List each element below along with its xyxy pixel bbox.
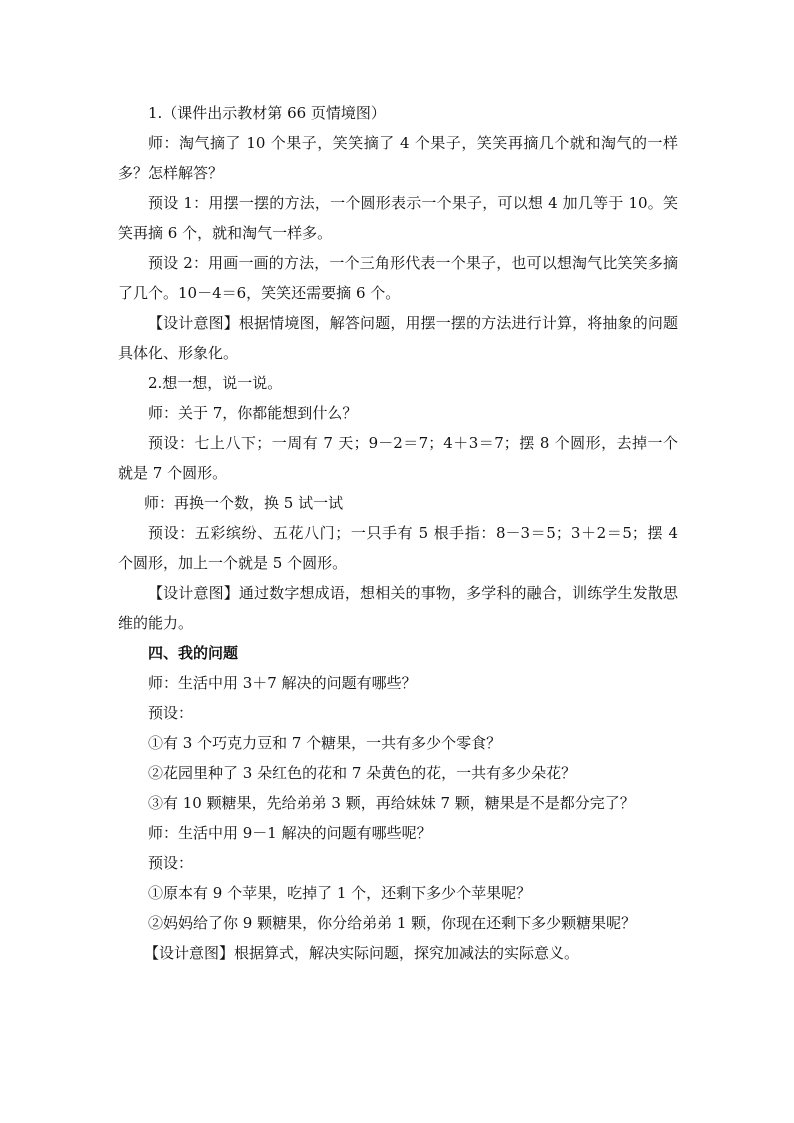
paragraph-design-intent-3: 【设计意图】根据算式，解决实际问题，探究加减法的实际意义。 bbox=[144, 944, 580, 962]
paragraph-think-and-say: 2.想一想，说一说。 bbox=[148, 374, 283, 392]
document-body bbox=[118, 98, 678, 968]
paragraph-teacher-question-9-minus-1: 师：生活中用 9－1 解决的问题有哪些呢？ bbox=[148, 824, 432, 842]
list-item-chocolate: ①有 3 个巧克力豆和 7 个糖果，一共有多少个零食？ bbox=[148, 734, 502, 752]
section-heading-my-questions: 四、我的问题 bbox=[148, 644, 239, 662]
list-item-candies: ③有 10 颗糖果，先给弟弟 3 颗，再给妹妹 7 颗，糖果是不是都分完了？ bbox=[148, 794, 635, 812]
paragraph-design-intent-1: 【设计意图】根据情境图，解答问题，用摆一摆的方法进行计算，将抽象的问题具体化、形象化。 bbox=[118, 314, 678, 362]
paragraph-preset-label-2: 预设： bbox=[148, 854, 194, 872]
paragraph-design-intent-2: 【设计意图】通过数字想成语，想相关的事物，多学科的融合，训练学生发散思维的能力。 bbox=[118, 584, 678, 632]
paragraph-teacher-try-five: 师：再换一个数，换 5 试一试 bbox=[144, 494, 344, 512]
paragraph-teacher-question-3-plus-7: 师：生活中用 3＋7 解决的问题有哪些？ bbox=[148, 674, 417, 692]
paragraph-courseware-intro: 1.（课件出示教材第 66 页情境图） bbox=[148, 104, 386, 122]
paragraph-teacher-question-seven: 师：关于 7，你都能想到什么？ bbox=[148, 404, 358, 422]
paragraph-preset-five: 预设：五彩缤纷、五花八门；一只手有 5 根手指：8－3＝5；3＋2＝5；摆 4 个圆形，加上一个就是 5 个圆形。 bbox=[118, 524, 678, 572]
paragraph-teacher-question-fruits: 师：淘气摘了 10 个果子，笑笑摘了 4 个果子，笑笑再摘几个就和淘气的一样多？怎样解答？ bbox=[118, 134, 678, 182]
paragraph-preset-1: 预设 1：用摆一摆的方法，一个圆形表示一个果子，可以想 4 加几等于 10。笑笑再摘 6 个，就和淘气一样多。 bbox=[118, 194, 678, 242]
list-item-apples: ①原本有 9 个苹果，吃掉了 1 个，还剩下多少个苹果呢？ bbox=[148, 884, 532, 902]
paragraph-preset-2: 预设 2：用画一画的方法，一个三角形代表一个果子，也可以想淘气比笑笑多摘了几个。10－4＝6，笑笑还需要摘 6 个。 bbox=[118, 254, 678, 302]
paragraph-preset-label-1: 预设： bbox=[148, 704, 194, 722]
list-item-flowers: ②花园里种了 3 朵红色的花和 7 朵黄色的花，一共有多少朵花？ bbox=[148, 764, 577, 782]
paragraph-preset-seven: 预设：七上八下；一周有 7 天；9－2＝7；4＋3＝7；摆 8 个圆形，去掉一个就是 7 个圆形。 bbox=[118, 434, 678, 482]
list-item-mom-candies: ②妈妈给了你 9 颗糖果，你分给弟弟 1 颗，你现在还剩下多少颗糖果呢？ bbox=[148, 914, 637, 932]
